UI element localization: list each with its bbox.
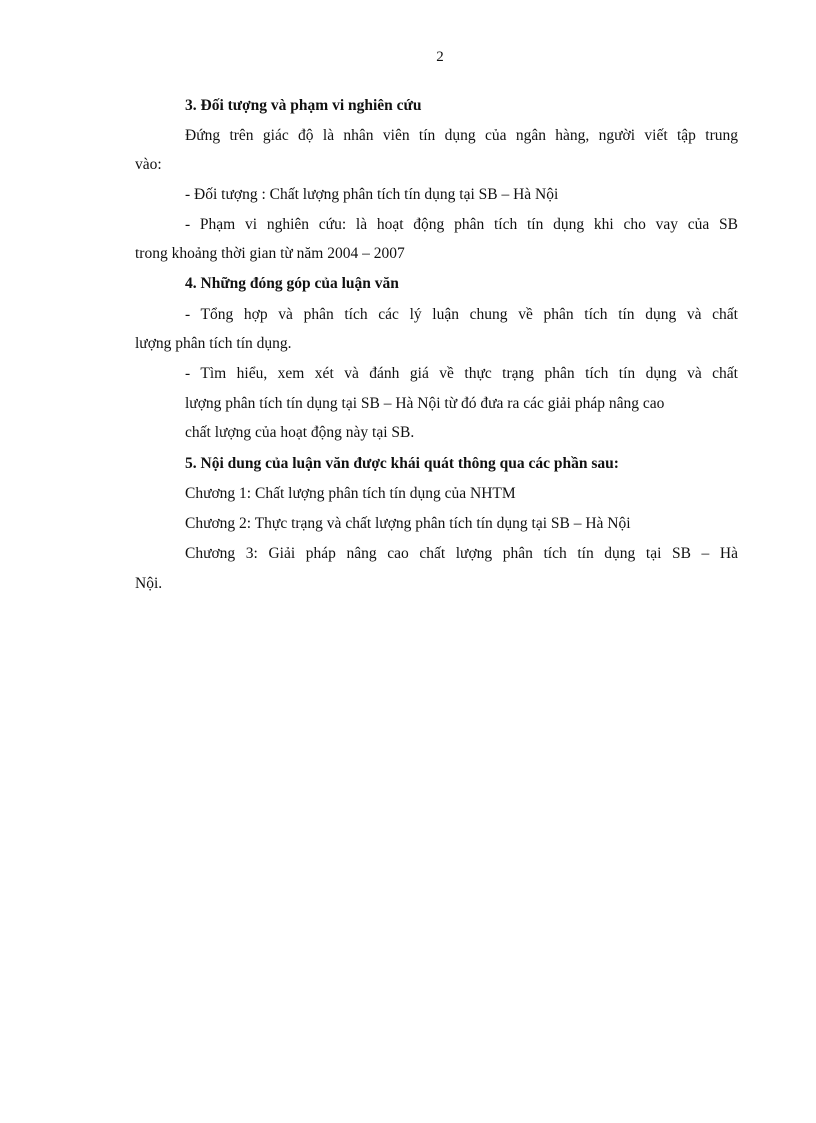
chapter-1-line: Chương 1: Chất lượng phân tích tín dụng của NHTM bbox=[185, 485, 516, 502]
chapter-3-line-2: Nội. bbox=[135, 575, 163, 592]
section-3-paragraph-line-1: Đứng trên giác độ là nhân viên tín dụng của ngân hàng, người viết tập trung bbox=[185, 127, 738, 144]
section-3-item-scope-line-2: trong khoảng thời gian từ năm 2004 – 2007 bbox=[135, 245, 405, 262]
section-3-item-object: - Đối tượng : Chất lượng phân tích tín dụng tại SB – Hà Nội bbox=[185, 186, 559, 203]
section-4-item-1-line-1: - Tổng hợp và phân tích các lý luận chung về phân tích tín dụng và chất bbox=[185, 306, 738, 323]
section-4-item-2-line-3: chất lượng của hoạt động này tại SB. bbox=[185, 424, 415, 441]
section-4-item-2-line-2: lượng phân tích tín dụng tại SB – Hà Nội từ đó đưa ra các giải pháp nâng cao bbox=[185, 395, 665, 412]
section-5-heading: 5. Nội dung của luận văn được khái quát thông qua các phần sau: bbox=[185, 455, 619, 472]
section-3-item-scope-line-1: - Phạm vi nghiên cứu: là hoạt động phân tích tín dụng khi cho vay của SB bbox=[185, 216, 738, 233]
chapter-2-line: Chương 2: Thực trạng và chất lượng phân tích tín dụng tại SB – Hà Nội bbox=[185, 515, 631, 532]
chapter-3-line-1: Chương 3: Giải pháp nâng cao chất lượng phân tích tín dụng tại SB – Hà bbox=[185, 545, 738, 562]
page-number: 2 bbox=[436, 49, 444, 65]
section-4-heading: 4. Những đóng góp của luận văn bbox=[185, 275, 399, 292]
section-4-item-2-line-1: - Tìm hiểu, xem xét và đánh giá về thực trạng phân tích tín dụng và chất bbox=[185, 365, 738, 382]
section-4-item-1-line-2: lượng phân tích tín dụng. bbox=[135, 335, 292, 352]
section-3-paragraph-line-2: vào: bbox=[135, 156, 162, 173]
section-3-heading: 3. Đối tượng và phạm vi nghiên cứu bbox=[185, 97, 422, 114]
